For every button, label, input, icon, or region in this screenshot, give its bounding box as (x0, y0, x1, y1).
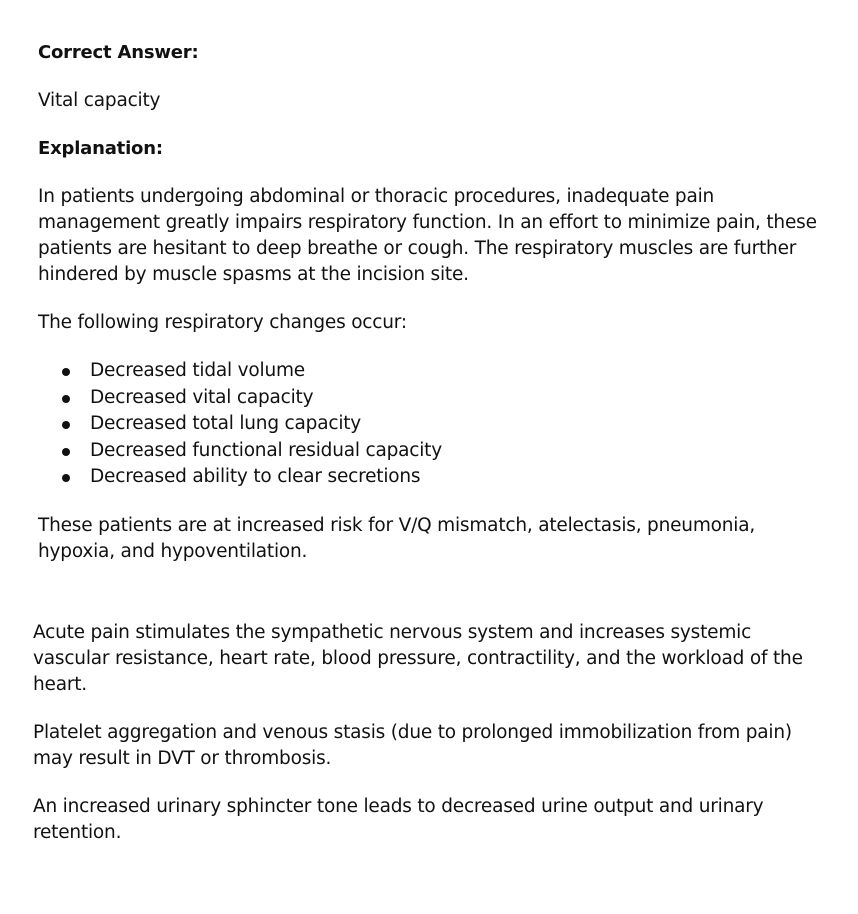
bullet-icon (62, 474, 70, 482)
list-item (38, 464, 818, 491)
explanation-paragraph: In patients undergoing abdominal or thoracic procedures, inadequate pain management greatly impairs respiratory function. In an effort to minimize pain, these patients are hesitant to deep breathe or cough. The respiratory muscles are further hindered by muscle spasms at the incision site. (38, 186, 817, 285)
list-item-text: Decreased functional residual capacity (90, 439, 442, 461)
respiratory-changes-list (38, 358, 818, 491)
list-item-text: Decreased total lung capacity (90, 413, 362, 434)
correct-answer-value: Vital capacity (38, 90, 161, 111)
explanation-heading: Explanation: (38, 138, 163, 159)
correct-answer-heading: Correct Answer: (38, 42, 199, 63)
list-item (38, 411, 818, 438)
urinary-paragraph: An increased urinary sphincter tone leads to decreased urine output and urinary retention. (33, 796, 764, 843)
list-item-text: Decreased ability to clear secretions (90, 466, 421, 487)
sympathetic-paragraph: Acute pain stimulates the sympathetic nervous system and increases systemic vascular resistance, heart rate, blood pressure, contractility, and the workload of the heart. (33, 622, 803, 695)
list-item (38, 358, 818, 385)
answer-explanation-section (38, 40, 818, 565)
risk-paragraph: These patients are at increased risk for V/Q mismatch, atelectasis, pneumonia, hypoxia, and hypoventilation. (38, 514, 756, 562)
bullet-icon (62, 368, 70, 376)
list-item (38, 438, 818, 465)
list-item (38, 385, 818, 412)
list-item-text: Decreased vital capacity (90, 386, 314, 408)
bullet-icon (62, 448, 70, 456)
list-item-text: Decreased tidal volume (90, 360, 305, 381)
bullet-icon (62, 421, 70, 429)
list-intro: The following respiratory changes occur: (38, 312, 407, 333)
additional-effects-section (33, 620, 823, 846)
bullet-icon (62, 395, 70, 403)
dvt-paragraph: Platelet aggregation and venous stasis (due to prolonged immobilization from pain) may result in DVT or thrombosis. (33, 722, 792, 769)
